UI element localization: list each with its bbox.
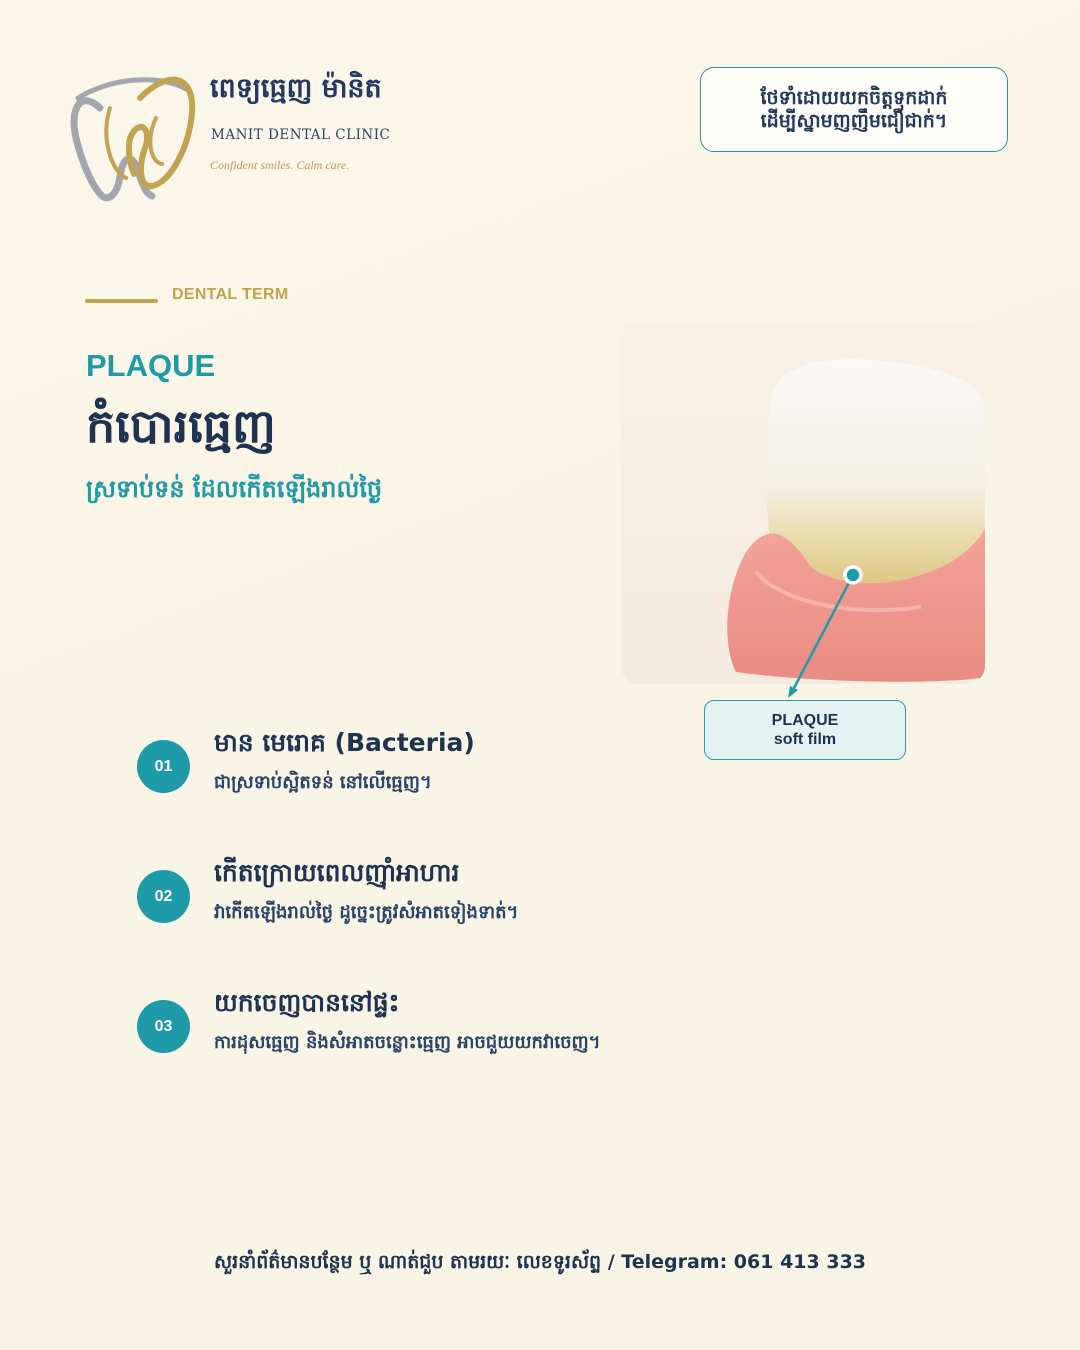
slogan-bubble bbox=[700, 67, 1008, 152]
term-subtitle: ស្រទាប់ទន់ ដែលកើតឡើងរាល់ថ្ងៃ bbox=[86, 475, 383, 503]
callout-subtitle: soft film bbox=[773, 731, 837, 748]
plaque-callout bbox=[704, 700, 906, 760]
section-tag-divider bbox=[85, 299, 158, 303]
term-english: PLAQUE bbox=[86, 348, 216, 383]
slogan-line-2: ដើម្បីស្នាមញញឹមជឿជាក់។ bbox=[760, 109, 948, 132]
term-khmer: កំបោរធ្មេញ bbox=[86, 399, 276, 453]
clinic-name-khmer: ពេទ្យធ្មេញ ម៉ានិត bbox=[210, 73, 382, 104]
item-description: ការដុសធ្មេញ និងសំអាតចន្លោះធ្មេញ អាចជួយយកវាចេញ។ bbox=[214, 1032, 601, 1053]
clinic-name-english: MANIT DENTAL CLINIC bbox=[211, 127, 391, 143]
item-title: កើតក្រោយពេលញ៉ាំអាហារ bbox=[214, 858, 460, 887]
item-description: ជាស្រទាប់ស្អិតទន់ នៅលើធ្មេញ។ bbox=[214, 772, 432, 793]
callout-title: PLAQUE bbox=[771, 711, 839, 729]
item-title: យកចេញបាននៅផ្ទះ bbox=[214, 988, 400, 1017]
item-title: មាន មេរោគ (Bacteria) bbox=[214, 728, 475, 757]
section-tag: DENTAL TERM bbox=[172, 286, 289, 303]
clinic-logo-tooth-icon bbox=[70, 68, 200, 203]
item-number-badge: 03 bbox=[137, 1000, 190, 1053]
callout-pointer-icon bbox=[780, 560, 870, 700]
item-description: វាកើតឡើងរាល់ថ្ងៃ ដូច្នេះត្រូវសំអាតទៀងទាត់។ bbox=[214, 902, 519, 923]
clinic-tagline: Confident smiles. Calm care. bbox=[210, 158, 350, 172]
item-number-badge: 02 bbox=[137, 870, 190, 923]
slogan-line-1: ថែទាំដោយយកចិត្តទុកដាក់ bbox=[760, 86, 948, 109]
item-number-badge: 01 bbox=[137, 740, 190, 793]
contact-footer: សួរនាំព័ត៌មានបន្ថែម ឬ ណាត់ជួប តាមរយៈ លេខទូរស័ព្ទ / Telegram: 061 413 333 bbox=[213, 1251, 867, 1273]
